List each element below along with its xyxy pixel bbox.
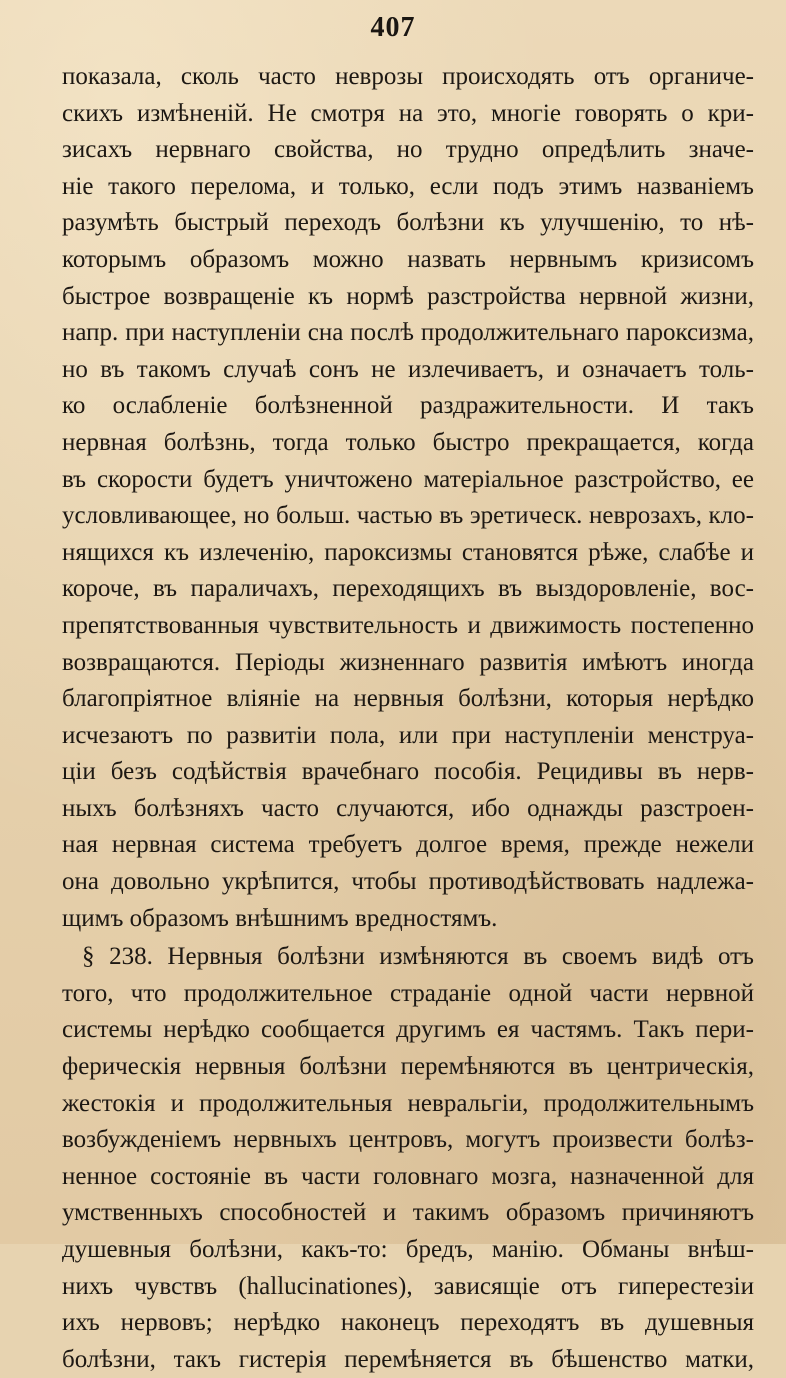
text-line: возвращаются. Періоды жизненнаго развитія имѣютъ иногда: [62, 648, 754, 676]
text-line: которымъ образомъ можно назвать нервнымъ кризисомъ: [62, 245, 754, 273]
text-line: скихъ измѣненій. Не смотря на это, многіе говорять о кри-: [62, 99, 754, 127]
text-line: нящихся къ излеченію, пароксизмы становятся рѣже, слабѣе и: [62, 538, 754, 566]
text-line: она довольно укрѣпится, чтобы противодѣйствовать надлежа-: [62, 868, 754, 896]
text-line: ніе такого перелома, и только, если подъ этимъ названіемъ: [62, 172, 754, 200]
text-line: показала, сколь часто неврозы происходять отъ органиче-: [62, 63, 754, 90]
text-line: ная нервная система требуетъ долгое время, прежде нежели: [62, 831, 754, 859]
text-line: щимъ образомъ внѣшнимъ вредностямъ.: [62, 904, 498, 932]
text-line: ненное состояніе въ части головнаго мозга, назначенной для: [62, 1162, 754, 1190]
text-line: быстрое возвращеніе къ нормѣ разстройства нервной жизни,: [62, 282, 754, 310]
text-line: жестокія и продолжительныя невральгіи, продолжительнымъ: [62, 1089, 754, 1117]
text-line: нихъ чувствъ (hallucinationes), зависящіе отъ гиперестезіи: [62, 1272, 754, 1300]
body-text: [62, 59, 754, 1378]
text-line: того, что продолжительное страданіе одной части нервной: [62, 979, 754, 1007]
text-line: препятствованныя чувствительность и движимость постепенно: [62, 611, 754, 639]
text-line: ко ослабленіе болѣзненной раздражительности. И такъ: [62, 392, 754, 420]
text-line: разумѣть быстрый переходъ болѣзни къ улучшенію, то нѣ-: [62, 209, 754, 237]
text-line: зисахъ нервнаго свойства, но трудно опредѣлить значе-: [62, 136, 754, 164]
text-line: короче, въ параличахъ, переходящихъ въ выздоровленіе, вос-: [62, 575, 754, 603]
text-line: болѣзни, такъ гистерія перемѣняется въ бѣшенство матки,: [62, 1345, 754, 1373]
text-line: исчезаютъ по развитіи пола, или при наступленіи менструа-: [62, 721, 754, 749]
text-line: возбужденіемъ нервныхъ центровъ, могутъ произвести болѣз-: [62, 1126, 754, 1154]
page-number: 407: [370, 12, 416, 43]
text-line: ціи безъ содѣйствія врачебнаго пособія. Рецидивы въ нерв-: [62, 758, 754, 786]
text-line: напр. при наступленіи сна послѣ продолжительнаго пароксизма,: [62, 319, 754, 347]
text-line: въ скорости будетъ уничтожено матеріальное разстройство, ее: [62, 465, 754, 493]
text-line: ныхъ болѣзняхъ часто случаются, ибо однажды разстроен-: [62, 794, 754, 822]
text-line: но въ такомъ случаѣ сонъ не излечиваетъ, и означаетъ толь-: [62, 355, 754, 383]
text-line: нервная болѣзнь, тогда только быстро прекращается, когда: [62, 428, 754, 456]
text-line: умственныхъ способностей и такимъ образомъ причиняютъ: [62, 1199, 754, 1227]
text-line: ферическія нервныя болѣзни перемѣняются въ центрическія,: [62, 1053, 754, 1081]
section-heading-line: § 238. Нервныя болѣзни измѣняются въ своемъ видѣ отъ: [82, 943, 754, 971]
text-line: системы нерѣдко сообщается другимъ ея частямъ. Такъ пери-: [62, 1016, 754, 1044]
text-line: условливающее, но больш. частью въ эретическ. неврозахъ, кло-: [62, 502, 754, 530]
text-line: ихъ нервовъ; нерѣдко наконецъ переходятъ въ душевныя: [62, 1309, 754, 1337]
text-line: душевныя болѣзни, какъ-то: бредъ, манію. Обманы внѣш-: [62, 1236, 754, 1263]
text-line: благопріятное вліяніе на нервныя болѣзни, которыя нерѣдко: [62, 685, 754, 713]
